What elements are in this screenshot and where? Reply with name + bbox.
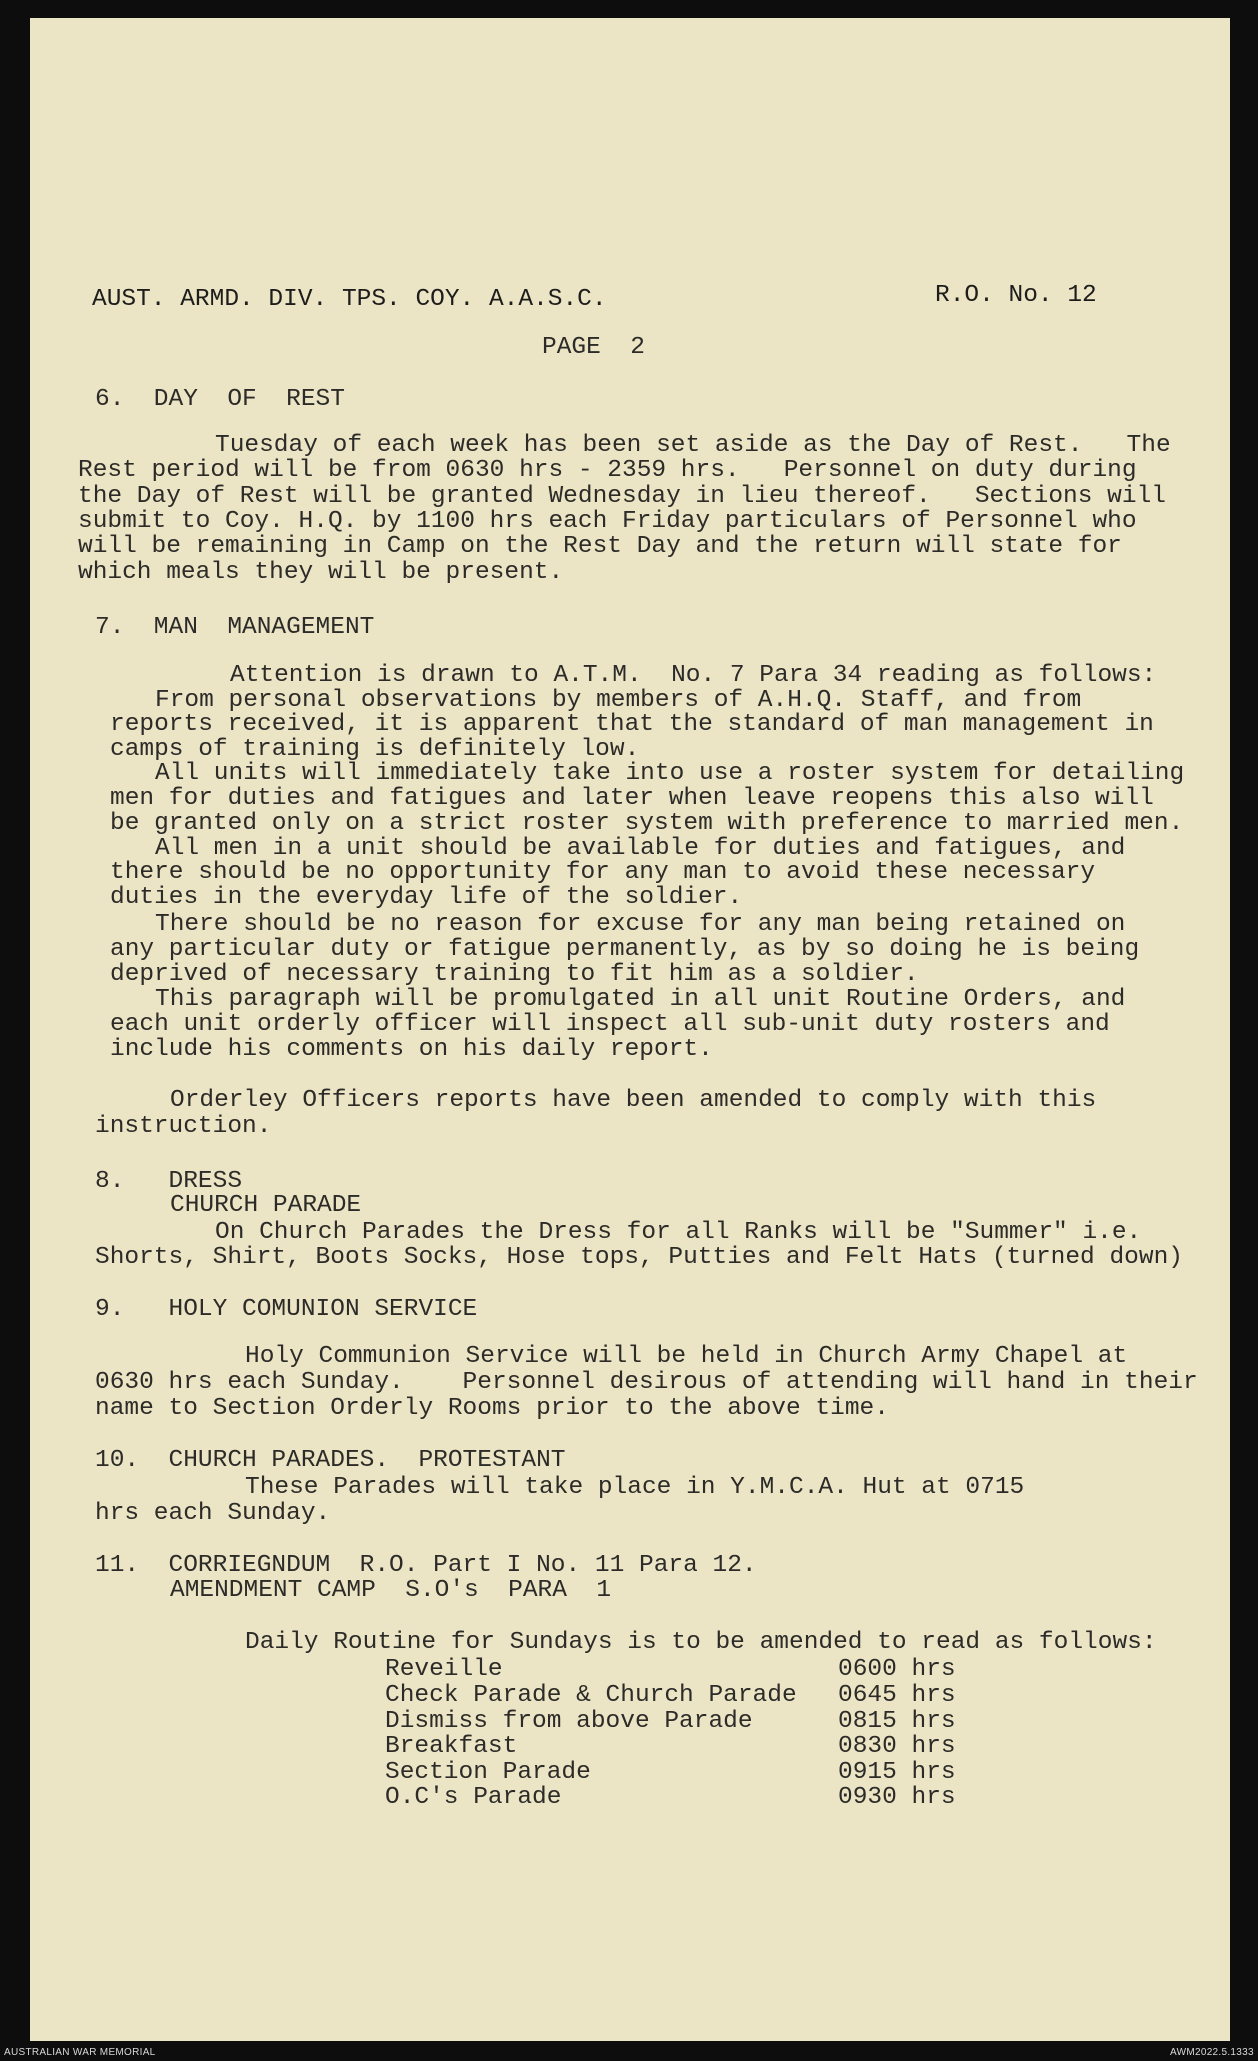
section-line: instruction. (95, 1113, 272, 1140)
section-line: 0630 hrs each Sunday. Personnel desirous of attending will hand in their (95, 1369, 1198, 1396)
section-line: reports received, it is apparent that the standard of man management in (110, 711, 1154, 738)
routine-time: 0930 hrs (838, 1784, 956, 1811)
section-heading: 10. CHURCH PARADES. PROTESTANT (95, 1447, 566, 1474)
section-line: Daily Routine for Sundays is to be amended to read as follows: (245, 1629, 1157, 1656)
section-line: On Church Parades the Dress for all Ranks will be "Summer" i.e. (215, 1219, 1142, 1246)
page-number: PAGE 2 (542, 334, 645, 361)
unit-heading: AUST. ARMD. DIV. TPS. COY. A.A.S.C. (92, 286, 607, 313)
section-line: name to Section Orderly Rooms prior to the above time. (95, 1395, 889, 1422)
section-line: submit to Coy. H.Q. by 1100 hrs each Friday particulars of Personnel who (78, 508, 1137, 535)
section-line: which meals they will be present. (78, 559, 564, 586)
section-heading: 11. CORRIEGNDUM R.O. Part I No. 11 Para 12. (95, 1552, 757, 1579)
section-line: This paragraph will be promulgated in all unit Routine Orders, and (155, 986, 1126, 1013)
section-heading: 6. DAY OF REST (95, 386, 345, 413)
routine-item: Reveille (385, 1656, 503, 1683)
section-subheading: CHURCH PARADE (170, 1192, 362, 1219)
section-line: Holy Communion Service will be held in Church Army Chapel at (245, 1343, 1128, 1370)
order-number: R.O. No. 12 (935, 282, 1097, 309)
section-line: Rest period will be from 0630 hrs - 2359 hrs. Personnel on duty during (78, 457, 1137, 484)
routine-time: 0600 hrs (838, 1656, 956, 1683)
routine-time: 0915 hrs (838, 1759, 956, 1786)
section-line: All units will immediately take into use a roster system for detailing (155, 760, 1185, 787)
footer-accession-number: AWM2022.5.1333 (1170, 2047, 1254, 2058)
routine-item: Section Parade (385, 1759, 591, 1786)
section-line: From personal observations by members of A.H.Q. Staff, and from (155, 687, 1082, 714)
section-line: any particular duty or fatigue permanently, as by so doing he is being (110, 936, 1140, 963)
section-line: duties in the everyday life of the soldier. (110, 884, 743, 911)
section-line: hrs each Sunday. (95, 1500, 331, 1527)
section-heading: 7. MAN MANAGEMENT (95, 614, 375, 641)
routine-item: O.C's Parade (385, 1784, 562, 1811)
footer-credit: AUSTRALIAN WAR MEMORIAL (4, 2047, 156, 2058)
routine-item: Check Parade & Church Parade (385, 1682, 797, 1709)
section-heading: 9. HOLY COMUNION SERVICE (95, 1296, 478, 1323)
section-line: be granted only on a strict roster system with preference to married men. (110, 810, 1184, 837)
routine-time: 0830 hrs (838, 1733, 956, 1760)
routine-time: 0645 hrs (838, 1682, 956, 1709)
section-line: Tuesday of each week has been set aside as the Day of Rest. The (215, 432, 1171, 459)
section-heading: 8. DRESS (95, 1168, 243, 1195)
section-subheading: AMENDMENT CAMP S.O's PARA 1 (170, 1577, 612, 1604)
section-line: camps of training is definitely low. (110, 736, 640, 763)
section-line: will be remaining in Camp on the Rest Day and the return will state for (78, 533, 1122, 560)
section-line: include his comments on his daily report. (110, 1036, 713, 1063)
section-line: there should be no opportunity for any man to avoid these necessary (110, 859, 1096, 886)
section-line: the Day of Rest will be granted Wednesday in lieu thereof. Sections will (78, 483, 1166, 510)
section-line: Attention is drawn to A.T.M. No. 7 Para 34 reading as follows: (230, 662, 1157, 689)
routine-time: 0815 hrs (838, 1708, 956, 1735)
routine-item: Dismiss from above Parade (385, 1708, 753, 1735)
section-line: Shorts, Shirt, Boots Socks, Hose tops, Putties and Felt Hats (turned down) (95, 1244, 1183, 1271)
section-line: men for duties and fatigues and later when leave reopens this also will (110, 785, 1154, 812)
section-line: These Parades will take place in Y.M.C.A. Hut at 0715 (245, 1474, 1025, 1501)
section-line: Orderley Officers reports have been amended to comply with this (170, 1087, 1097, 1114)
section-line: There should be no reason for excuse for any man being retained on (155, 911, 1126, 938)
section-line: each unit orderly officer will inspect all sub-unit duty rosters and (110, 1011, 1110, 1038)
section-line: deprived of necessary training to fit him as a soldier. (110, 961, 919, 988)
routine-item: Breakfast (385, 1733, 518, 1760)
section-line: All men in a unit should be available for duties and fatigues, and (155, 835, 1126, 862)
